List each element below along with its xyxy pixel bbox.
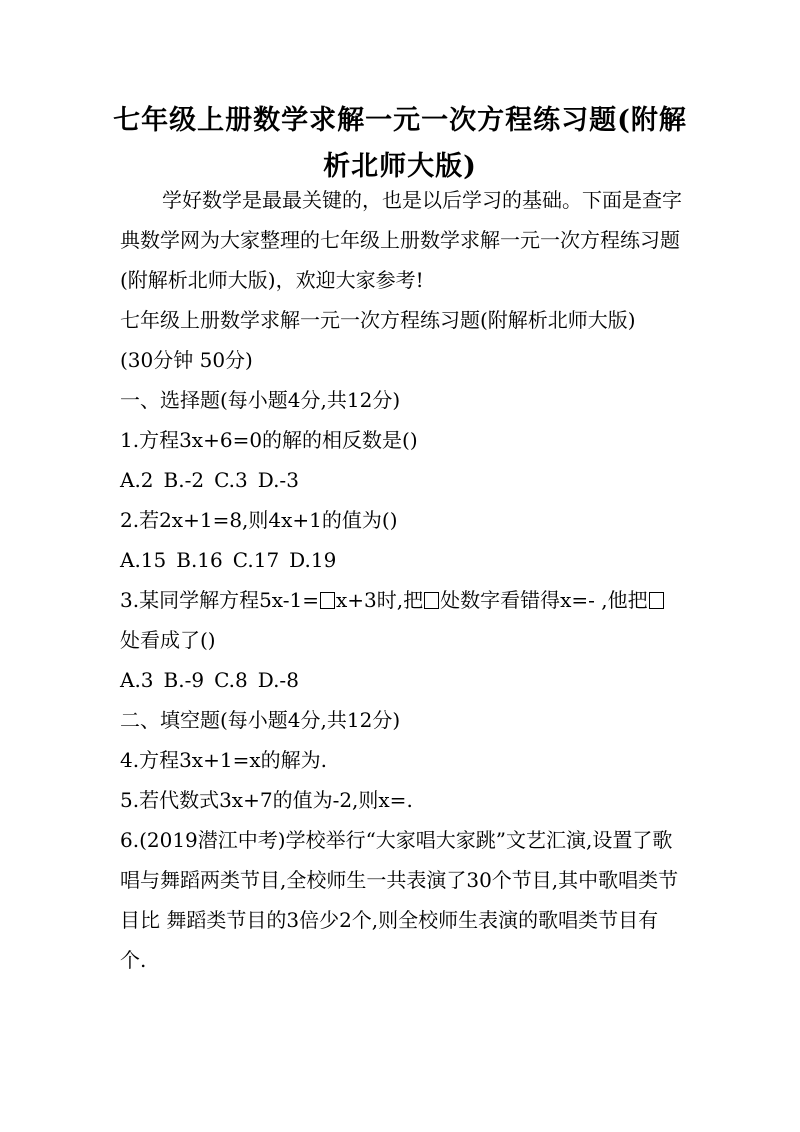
question-2-options (120, 540, 682, 580)
option-d: D.-8 (257, 668, 299, 692)
question-3-part: 3.某同学解方程5x-1= (120, 588, 319, 612)
time-score: (30分钟 50分) (120, 348, 253, 372)
option-c: C.8 (214, 668, 248, 692)
question-1-options (120, 460, 682, 500)
question-3-part: 处数字看错得x=- ,他把 (440, 588, 648, 612)
question-1: 1.方程3x+6=0的解的相反数是() (120, 428, 418, 452)
blank-box-icon (320, 592, 335, 609)
question-3-options (120, 660, 682, 700)
subtitle: 七年级上册数学求解一元一次方程练习题(附解析北师大版) (120, 308, 636, 332)
option-b: B.-2 (163, 468, 205, 492)
question-3-part: 处看成了() (120, 628, 216, 652)
option-c: C.3 (214, 468, 248, 492)
option-a: A.3 (120, 668, 154, 692)
question-2: 2.若2x+1=8,则4x+1的值为() (120, 508, 398, 532)
doc-body (120, 180, 682, 980)
question-6: 6.(2019潜江中考)学校举行“大家唱大家跳”文艺汇演,设置了歌唱与舞蹈两类节目,全校师生一共表演了30个节目,其中歌唱类节目比 舞蹈类节目的3倍少2个,则全校师生表演的歌唱类节目有个. (120, 828, 679, 972)
intro-paragraph: 学好数学是最最关键的，也是以后学习的基础。下面是查字典数学网为大家整理的七年级上册数学求解一元一次方程练习题(附解析北师大版)，欢迎大家参考! (120, 188, 682, 292)
question-4: 4.方程3x+1=x的解为. (120, 748, 327, 772)
question-3 (120, 580, 682, 660)
option-c: C.17 (232, 548, 280, 572)
blank-box-icon (649, 592, 664, 609)
doc-title: 七年级上册数学求解一元一次方程练习题(附解析北师大版) (113, 105, 687, 182)
question-3-part: x+3时,把 (335, 588, 424, 612)
question-5: 5.若代数式3x+7的值为-2,则x=. (120, 788, 413, 812)
option-a: A.15 (120, 548, 167, 572)
option-d: D.-3 (257, 468, 299, 492)
blank-box-icon (424, 592, 439, 609)
section-heading: 一、选择题(每小题4分,共12分) (120, 388, 401, 412)
option-b: B.-9 (163, 668, 205, 692)
option-a: A.2 (120, 468, 154, 492)
section-heading: 二、填空题(每小题4分,共12分) (120, 708, 401, 732)
option-d: D.19 (289, 548, 337, 572)
option-b: B.16 (176, 548, 223, 572)
